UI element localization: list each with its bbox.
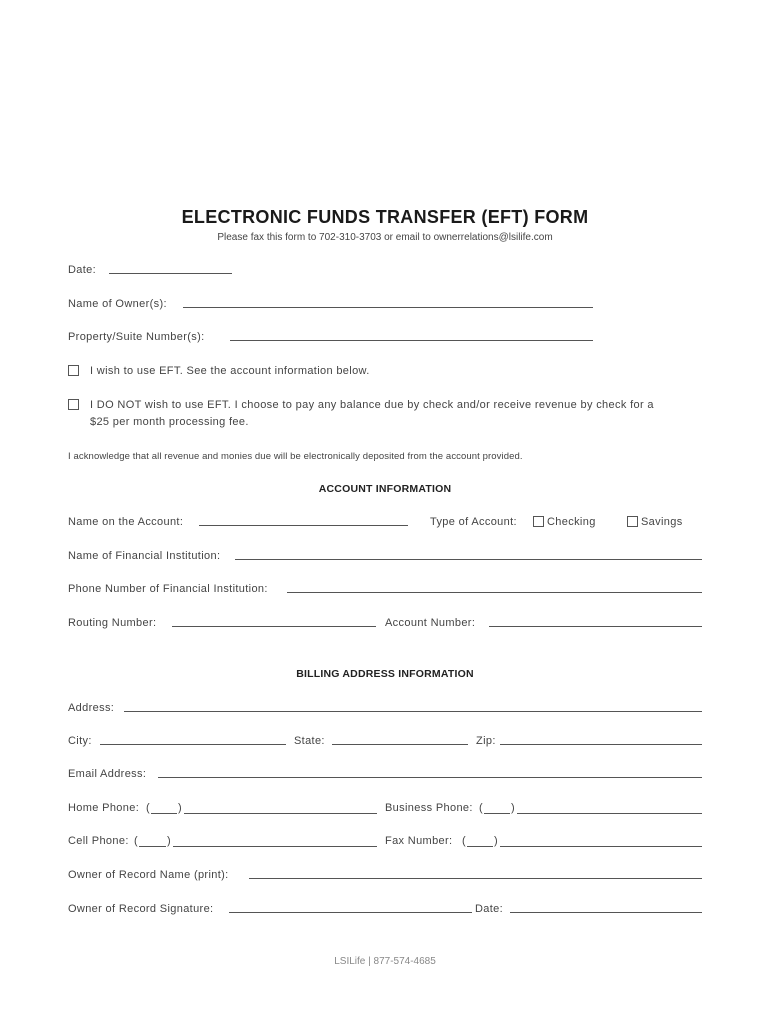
fax-number-field[interactable] <box>500 846 702 847</box>
business-phone-label: Business Phone: <box>385 802 473 814</box>
state-field[interactable] <box>332 744 468 745</box>
zip-label: Zip: <box>476 735 496 747</box>
home-phone-area-open: ( <box>146 802 150 814</box>
fax-number-label: Fax Number: <box>385 835 453 847</box>
city-label: City: <box>68 735 92 747</box>
signature-date-label: Date: <box>475 903 504 915</box>
acknowledgement-text: I acknowledge that all revenue and monies due will be electronically deposited from the account provided. <box>68 451 523 462</box>
page-title: ELECTRONIC FUNDS TRANSFER (EFT) FORM <box>181 207 589 227</box>
fax-area-close: ) <box>494 835 498 847</box>
state-label: State: <box>294 735 325 747</box>
name-on-account-label: Name on the Account: <box>68 516 184 528</box>
name-on-account-field[interactable] <box>199 525 408 526</box>
business-phone-area-open: ( <box>479 802 483 814</box>
cell-phone-area-open: ( <box>134 835 138 847</box>
home-phone-label: Home Phone: <box>68 802 140 814</box>
city-field[interactable] <box>100 744 286 745</box>
no-eft-label-line1: I DO NOT wish to use EFT. I choose to pay any balance due by check and/or receive revenue by check for a <box>90 399 654 411</box>
checking-checkbox[interactable] <box>533 516 544 527</box>
date-label: Date: <box>68 264 97 276</box>
institution-phone-label: Phone Number of Financial Institution: <box>68 583 268 595</box>
business-phone-field[interactable] <box>517 813 702 814</box>
address-field[interactable] <box>124 711 702 712</box>
record-name-label: Owner of Record Name (print): <box>68 869 229 881</box>
signature-date-field[interactable] <box>510 912 702 913</box>
zip-field[interactable] <box>500 744 702 745</box>
institution-field[interactable] <box>235 559 702 560</box>
cell-phone-label: Cell Phone: <box>68 835 129 847</box>
email-label: Email Address: <box>68 768 147 780</box>
owner-name-field[interactable] <box>183 307 593 308</box>
account-number-label: Account Number: <box>385 617 476 629</box>
footer-contact: LSILife | 877-574-4685 <box>334 956 436 967</box>
routing-number-field[interactable] <box>172 626 376 627</box>
use-eft-checkbox[interactable] <box>68 365 79 376</box>
page-subtitle: Please fax this form to 702-310-3703 or email to ownerrelations@lsilife.com <box>217 232 553 243</box>
routing-number-label: Routing Number: <box>68 617 157 629</box>
record-signature-field[interactable] <box>229 912 472 913</box>
cell-phone-area-close: ) <box>167 835 171 847</box>
billing-section-heading: BILLING ADDRESS INFORMATION <box>296 668 474 680</box>
institution-label: Name of Financial Institution: <box>68 550 221 562</box>
property-field[interactable] <box>230 340 593 341</box>
checking-label: Checking <box>547 516 596 528</box>
home-phone-area-code-field[interactable] <box>151 813 177 814</box>
email-field[interactable] <box>158 777 702 778</box>
business-phone-area-close: ) <box>511 802 515 814</box>
fax-area-code-field[interactable] <box>467 846 493 847</box>
no-eft-label-line2: $25 per month processing fee. <box>90 416 249 428</box>
savings-label: Savings <box>641 516 683 528</box>
cell-phone-field[interactable] <box>173 846 377 847</box>
savings-checkbox[interactable] <box>627 516 638 527</box>
institution-phone-field[interactable] <box>287 592 702 593</box>
business-phone-area-code-field[interactable] <box>484 813 510 814</box>
home-phone-field[interactable] <box>184 813 377 814</box>
home-phone-area-close: ) <box>178 802 182 814</box>
account-number-field[interactable] <box>489 626 702 627</box>
owner-name-label: Name of Owner(s): <box>68 298 167 310</box>
cell-phone-area-code-field[interactable] <box>139 846 166 847</box>
account-section-heading: ACCOUNT INFORMATION <box>318 483 452 495</box>
type-of-account-label: Type of Account: <box>430 516 517 528</box>
no-eft-checkbox[interactable] <box>68 399 79 410</box>
date-field[interactable] <box>109 273 232 274</box>
record-signature-label: Owner of Record Signature: <box>68 903 214 915</box>
address-label: Address: <box>68 702 115 714</box>
record-name-field[interactable] <box>249 878 702 879</box>
use-eft-label: I wish to use EFT. See the account information below. <box>90 365 370 377</box>
fax-area-open: ( <box>462 835 466 847</box>
property-label: Property/Suite Number(s): <box>68 331 205 343</box>
